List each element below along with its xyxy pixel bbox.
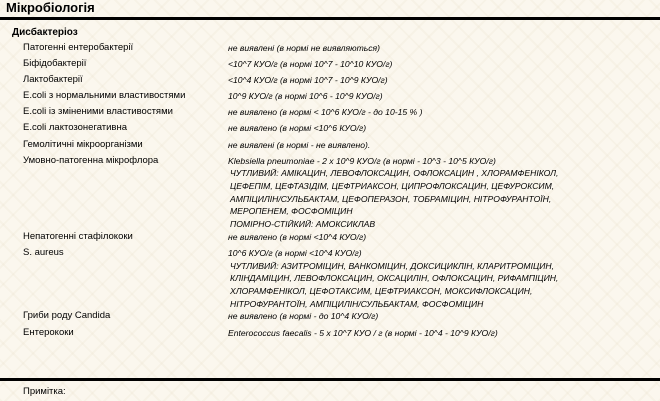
note-label: Примітка: <box>23 386 66 397</box>
result-row <box>0 231 660 247</box>
result-value-line: ЧУТЛИВИЙ: АЗИТРОМІЦИН, ВАНКОМІЦИН, ДОКСИЦИКЛІН, КЛАРИТРОМІЦИН, <box>230 260 554 271</box>
result-value-line: ПОМІРНО-СТІЙКИЙ: АМОКСИКЛАВ <box>230 219 376 230</box>
result-name: E.coli з нормальними властивостями <box>23 90 186 102</box>
result-value <box>222 58 392 71</box>
result-value <box>222 310 378 323</box>
result-row <box>0 139 660 155</box>
result-value-line: 10^6 КУО/г (в нормі <10^4 КУО/г) <box>228 247 362 258</box>
result-name: Патогенні ентеробактерії <box>23 42 134 53</box>
result-row <box>0 247 660 311</box>
result-value-line: ХЛОРАМФЕНІКОЛ, ЦЕФОТАКСИМ, ЦЕФТРИАКСОН, МОКСИФЛОКСАЦИН, <box>230 286 533 297</box>
title-bar <box>0 0 660 20</box>
result-value-line: ЦЕФЕПІМ, ЦЕФТАЗІДІМ, ЦЕФТРИАКСОН, ЦИПРОФЛОКСАЦИН, ЦЕФУРОКСИМ, <box>230 181 555 192</box>
result-value-line: Klebsiella pneumoniae - 2 x 10^9 КУО/г (в нормі - 10^3 - 10^5 КУО/г) <box>228 155 496 166</box>
result-value <box>222 139 370 152</box>
result-value-line: не виявлено (в нормі <10^6 КУО/г) <box>228 123 367 134</box>
result-row <box>0 327 660 343</box>
result-name: Лактобактерії <box>23 74 83 86</box>
result-name: E.coli лактозонегативна <box>23 122 128 134</box>
result-row <box>0 42 660 58</box>
section-title: Дисбактеріоз <box>12 27 78 38</box>
result-value-line: <10^4 КУО/г (в нормі 10^7 - 10^9 КУО/г) <box>228 75 388 86</box>
result-value-line: АМПІЦИЛІН/СУЛЬБАКТАМ, ЦЕФОПЕРАЗОН, ТОБРАМІЦИН, НІТРОФУРАНТОЇН, <box>230 193 552 204</box>
result-name: S. aureus <box>23 246 64 258</box>
divider <box>0 378 660 381</box>
result-value <box>222 155 558 231</box>
result-value-line: 10^9 КУО/г (в нормі 10^6 - 10^9 КУО/г) <box>228 91 383 102</box>
result-value-line: МЕРОПЕНЕМ, ФОСФОМІЦИН <box>230 206 353 217</box>
result-row <box>0 58 660 74</box>
result-name: Умовно-патогенна мікрофлора <box>23 154 159 166</box>
result-value <box>222 231 366 244</box>
result-value <box>222 42 380 55</box>
result-row <box>0 74 660 90</box>
result-name: E.coli із зміненими властивостями <box>23 106 173 118</box>
result-value-line: не виявлено (в нормі - до 10^4 КУО/г) <box>228 311 379 322</box>
result-value <box>222 74 388 87</box>
result-value <box>222 106 422 119</box>
result-value-line: ЧУТЛИВИЙ: АМІКАЦИН, ЛЕВОФЛОКСАЦИН, ОФЛОКСАЦИН , ХЛОРАМФЕНІКОЛ, <box>230 168 559 179</box>
result-row <box>0 122 660 138</box>
page-title: Мікробіологія <box>6 0 95 15</box>
result-value <box>222 122 366 135</box>
result-name: Біфідобактерії <box>23 58 87 70</box>
result-value-line: не виявлено (в нормі < 10^6 КУО/г - до 10-15 % ) <box>228 107 423 118</box>
result-row <box>0 155 660 231</box>
result-name: Непатогенні стафілококи <box>23 230 133 242</box>
result-value <box>222 327 498 340</box>
result-value-line: не виявлені (в нормі - не виявлено). <box>228 139 371 150</box>
result-value-line: НІТРОФУРАНТОЇН, АМПІЦИЛІН/СУЛЬБАКТАМ, ФОСФОМІЦИН <box>230 298 484 309</box>
result-name: Ентерококи <box>23 326 74 338</box>
result-name: Гриби роду Candida <box>23 310 111 322</box>
result-row <box>0 310 660 326</box>
result-row <box>0 90 660 106</box>
result-value <box>222 90 383 103</box>
result-value <box>222 247 558 311</box>
result-name: Гемолітичні мікроорганізми <box>23 138 143 150</box>
results-list <box>0 42 660 343</box>
result-value-line: Enterococcus faecalis - 5 x 10^7 КУО / г (в нормі - 10^4 - 10^9 КУО/г) <box>228 327 498 338</box>
result-value-line: <10^7 КУО/г (в нормі 10^7 - 10^10 КУО/г) <box>228 59 393 70</box>
result-value-line: не виявлено (в нормі <10^4 КУО/г) <box>228 231 367 242</box>
result-row <box>0 106 660 122</box>
result-value-line: не виявлені (в нормі не виявляються) <box>228 43 380 53</box>
result-value-line: КЛІНДАМІЦИН, ЛЕВОФЛОКСАЦИН, ОКСАЦИЛІН, ОФЛОКСАЦИН, РИФАМПІЦИН, <box>230 273 559 284</box>
